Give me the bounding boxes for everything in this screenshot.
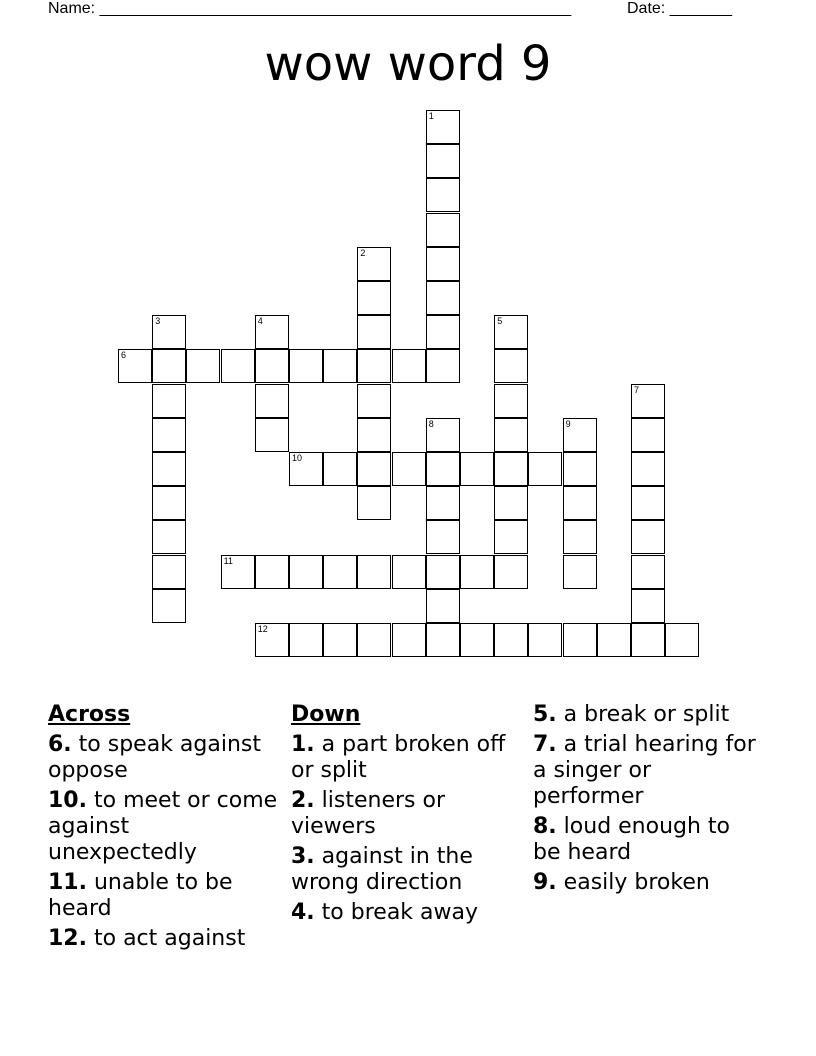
clue-text: a trial hearing for a singer or performer [533, 732, 756, 809]
grid-cell[interactable] [426, 418, 460, 452]
grid-cell[interactable] [392, 623, 426, 657]
cell-number: 1 [428, 111, 434, 121]
clue-across-11 [48, 870, 278, 922]
name-line[interactable]: Name: _____________________________________________________ [48, 0, 572, 17]
grid-cell[interactable] [597, 623, 631, 657]
grid-cell[interactable] [392, 555, 426, 589]
clue-text: listeners or viewers [291, 788, 446, 839]
cell-number: 8 [428, 418, 434, 429]
clue-text: a part broken off or split [291, 732, 506, 783]
grid-cell[interactable] [357, 486, 391, 520]
grid-cell[interactable] [563, 418, 597, 452]
grid-cell[interactable] [426, 110, 460, 144]
grid-cell[interactable] [426, 281, 460, 315]
grid-cell[interactable] [221, 349, 255, 383]
grid-cell[interactable] [255, 623, 289, 657]
clues-down-continued-column [533, 702, 763, 900]
grid-cell[interactable] [494, 418, 528, 452]
grid-cell[interactable] [255, 418, 289, 452]
grid-cell[interactable] [289, 452, 323, 486]
cell-number: 5 [497, 316, 503, 327]
grid-cell[interactable] [255, 555, 289, 589]
clue-down-4 [291, 900, 521, 926]
clue-number: 1. [291, 732, 315, 757]
clue-number: 4. [291, 900, 315, 925]
grid-cell[interactable] [494, 623, 528, 657]
grid-cell[interactable] [426, 623, 460, 657]
grid-cell[interactable] [494, 315, 528, 349]
grid-cell[interactable] [426, 589, 460, 623]
clue-number: 11. [48, 870, 87, 895]
clue-text: to speak against oppose [48, 732, 261, 783]
clue-number: 3. [291, 844, 315, 869]
clue-text: a break or split [563, 702, 730, 727]
clue-down-2 [291, 788, 521, 840]
grid-cell[interactable] [323, 623, 357, 657]
grid-cell[interactable] [357, 623, 391, 657]
grid-cell[interactable] [152, 418, 186, 452]
grid-cell[interactable] [528, 623, 562, 657]
grid-cell[interactable] [426, 213, 460, 247]
grid-cell[interactable] [152, 555, 186, 589]
grid-cell[interactable] [357, 418, 391, 452]
grid-cell[interactable] [631, 589, 665, 623]
clue-down-3 [291, 844, 521, 896]
clue-number: 9. [533, 870, 557, 895]
grid-cell[interactable] [323, 349, 357, 383]
grid-cell[interactable] [494, 520, 528, 554]
grid-cell[interactable] [563, 555, 597, 589]
clue-number: 8. [533, 814, 557, 839]
grid-cell[interactable] [255, 384, 289, 418]
clue-down-9 [533, 870, 763, 896]
grid-cell[interactable] [426, 247, 460, 281]
clue-text: to break away [321, 900, 479, 925]
grid-cell[interactable] [323, 555, 357, 589]
grid-cell[interactable] [392, 452, 426, 486]
grid-cell[interactable] [357, 452, 391, 486]
grid-cell[interactable] [631, 623, 665, 657]
grid-cell[interactable] [494, 486, 528, 520]
grid-cell[interactable] [255, 349, 289, 383]
grid-cell[interactable] [460, 452, 494, 486]
grid-cell[interactable] [665, 623, 699, 657]
grid-cell[interactable] [631, 384, 665, 418]
grid-cell[interactable] [426, 349, 460, 383]
grid-cell[interactable] [426, 144, 460, 178]
cell-number: 3 [155, 316, 161, 327]
clue-text: to act against [93, 926, 246, 951]
grid-cell[interactable] [460, 555, 494, 589]
clue-across-10 [48, 788, 278, 866]
cell-number: 12 [257, 624, 268, 634]
grid-cell[interactable] [494, 384, 528, 418]
cell-number: 10 [292, 453, 303, 463]
grid-cell[interactable] [289, 623, 323, 657]
grid-cell[interactable] [631, 452, 665, 486]
grid-cell[interactable] [426, 486, 460, 520]
grid-cell[interactable] [152, 315, 186, 349]
grid-cell[interactable] [563, 623, 597, 657]
clue-text: unable to be heard [48, 870, 233, 921]
down-heading: Down [291, 702, 361, 727]
cell-number: 11 [223, 555, 233, 566]
grid-cell[interactable] [357, 555, 391, 589]
grid-cell[interactable] [255, 315, 289, 349]
grid-cell[interactable] [152, 520, 186, 554]
clue-text: to meet or come against unexpectedly [48, 788, 278, 865]
grid-cell[interactable] [357, 247, 391, 281]
grid-cell[interactable] [426, 520, 460, 554]
clue-number: 6. [48, 732, 72, 757]
cell-number: 6 [121, 350, 127, 361]
cell-number: 2 [360, 247, 366, 258]
grid-cell[interactable] [426, 315, 460, 349]
grid-cell[interactable] [357, 349, 391, 383]
clue-number: 5. [533, 702, 557, 727]
grid-cell[interactable] [426, 178, 460, 212]
grid-cell[interactable] [357, 315, 391, 349]
clue-number: 2. [291, 788, 315, 813]
grid-cell[interactable] [289, 555, 323, 589]
clue-across-6 [48, 732, 278, 784]
grid-cell[interactable] [460, 623, 494, 657]
grid-cell[interactable] [357, 384, 391, 418]
grid-cell[interactable] [289, 349, 323, 383]
grid-cell[interactable] [152, 452, 186, 486]
grid-cell[interactable] [392, 349, 426, 383]
clue-number: 12. [48, 926, 87, 951]
grid-cell[interactable] [494, 452, 528, 486]
grid-cell[interactable] [563, 452, 597, 486]
grid-cell[interactable] [152, 384, 186, 418]
grid-cell[interactable] [152, 349, 186, 383]
grid-cell[interactable] [152, 486, 186, 520]
grid-cell[interactable] [528, 452, 562, 486]
clues-across-column [48, 702, 278, 956]
clue-down-7 [533, 732, 763, 810]
grid-cell[interactable] [186, 349, 220, 383]
grid-cell[interactable] [426, 555, 460, 589]
date-line[interactable]: Date: _______ [627, 0, 732, 17]
grid-cell[interactable] [118, 349, 152, 383]
clue-text: loud enough to be heard [533, 814, 731, 865]
clue-number: 10. [48, 788, 87, 813]
page-title: wow word 9 [264, 36, 552, 92]
clues-down-column [291, 702, 521, 930]
cell-number: 9 [565, 418, 571, 429]
grid-cell[interactable] [221, 555, 255, 589]
grid-cell[interactable] [631, 555, 665, 589]
grid-cell[interactable] [152, 589, 186, 623]
grid-cell[interactable] [631, 520, 665, 554]
cell-number: 4 [257, 316, 263, 327]
grid-cell[interactable] [563, 520, 597, 554]
grid-cell[interactable] [426, 452, 460, 486]
clue-text: against in the wrong direction [291, 844, 473, 895]
grid-cell[interactable] [357, 281, 391, 315]
grid-cell[interactable] [563, 486, 597, 520]
grid-cell[interactable] [494, 349, 528, 383]
grid-cell[interactable] [323, 452, 357, 486]
clue-down-5 [533, 702, 763, 728]
cell-number: 7 [634, 384, 640, 395]
grid-cell[interactable] [631, 418, 665, 452]
clue-across-12 [48, 926, 278, 952]
clue-number: 7. [533, 732, 557, 757]
across-heading: Across [48, 702, 131, 727]
clue-text: easily broken [563, 870, 710, 895]
grid-cell[interactable] [494, 555, 528, 589]
clue-down-8 [533, 814, 763, 866]
clue-down-1 [291, 732, 521, 784]
grid-cell[interactable] [631, 486, 665, 520]
